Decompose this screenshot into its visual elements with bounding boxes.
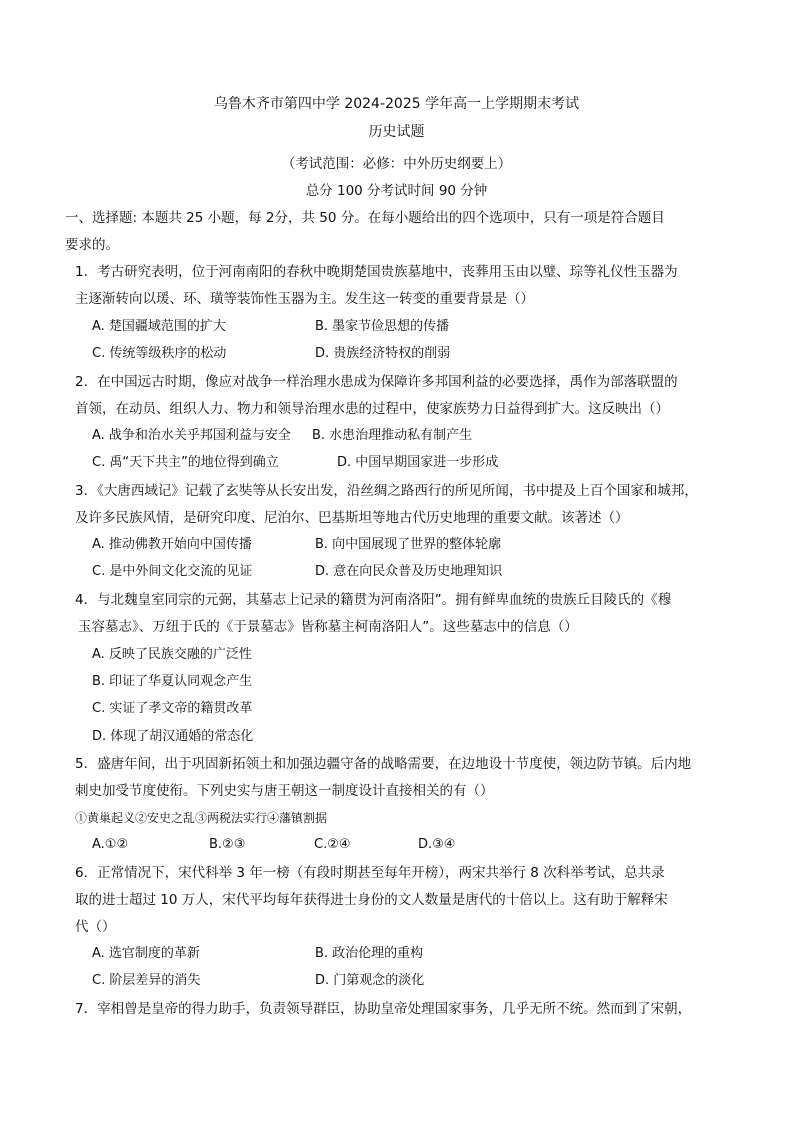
question-7-line1: 7．宰相曾是皇帝的得力助手，负责领导群臣，协助皇帝处理国家事务，几乎无所不统。然而到了宋朝， bbox=[75, 1001, 692, 1017]
question-6-option-b[interactable]: B. 政治伦理的重构 bbox=[315, 946, 424, 961]
question-6-option-c[interactable]: C. 阶层差异的消失 bbox=[92, 973, 201, 988]
section-instruction-line2: 要求的。 bbox=[65, 237, 119, 253]
question-4-option-d[interactable]: D. 体现了胡汉通婚的常态化 bbox=[92, 729, 254, 744]
question-2-option-d[interactable]: D. 中国早期国家进一步形成 bbox=[337, 455, 499, 470]
question-4-option-c[interactable]: C. 实证了孝文帝的籍贯改革 bbox=[92, 701, 253, 716]
question-2-line2: 首领，在动员、组织人力、物力和领导治理水患的过程中，使家族势力日益得到扩大。这反映出（） bbox=[75, 401, 669, 417]
question-1-option-b[interactable]: B. 墨家节俭思想的传播 bbox=[315, 319, 450, 334]
question-5-option-a[interactable]: A.①② bbox=[92, 837, 129, 852]
subject-title: 历史试题 bbox=[368, 124, 425, 140]
question-2-option-a[interactable]: A. 战争和治水关乎邦国利益与安全 bbox=[92, 428, 291, 443]
question-5-line1: 5．盛唐年间，出于巩固新拓领土和加强边疆守备的战略需要，在边地设十节度使，领边防节镇。后内地 bbox=[75, 756, 692, 772]
question-6-line1: 6．正常情况下，宋代科举 3 年一榜（有段时期甚至每年开榜），两宋共举行 8 次科举考试，总共录 bbox=[75, 865, 665, 881]
question-5-option-d[interactable]: D.③④ bbox=[418, 837, 456, 852]
question-4-option-a[interactable]: A. 反映了民族交融的广泛性 bbox=[92, 647, 252, 662]
question-3-option-d[interactable]: D. 意在向民众普及历史地理知识 bbox=[315, 564, 503, 579]
question-3-line1: 3．《大唐西域记》记载了玄奘等从长安出发，沿丝绸之路西行的所见所闻，书中提及上百个国家和城邦， bbox=[75, 483, 698, 499]
question-1-option-d[interactable]: D. 贵族经济特权的削弱 bbox=[315, 346, 451, 361]
question-5-line2: 刺史加受节度使衔。下列史实与唐王朝这一制度设计直接相关的有（） bbox=[75, 783, 494, 799]
question-2-line1: 2．在中国远古时期，像应对战争一样治理水患成为保障许多邦国利益的必要选择，禹作为部落联盟的 bbox=[75, 374, 678, 390]
question-6-line2: 取的进士超过 10 万人，宋代平均每年获得进士身份的文人数量是唐代的十倍以上。这有助于解释宋 bbox=[75, 892, 668, 908]
score-and-time: 总分 100 分考试时间 90 分钟 bbox=[305, 183, 488, 199]
question-2-option-c[interactable]: C. 禹“天下共主”的地位得到确立 bbox=[92, 455, 279, 470]
exam-title: 乌鲁木齐市第四中学 2024-2025 学年高一上学期期末考试 bbox=[213, 96, 580, 112]
question-3-option-a[interactable]: A. 推动佛教开始向中国传播 bbox=[92, 537, 252, 552]
question-5-items: ①黄巢起义②安史之乱③两税法实行④藩镇割据 bbox=[75, 811, 328, 825]
exam-scope: （考试范围：必修：中外历史纲要上） bbox=[281, 156, 512, 172]
question-6-line3: 代（） bbox=[75, 919, 116, 935]
question-4-line2: 玉容墓志》、万纽于氏的《于景墓志》皆称墓主柯南洛阳人”。这些墓志中的信息（） bbox=[78, 619, 578, 635]
question-5-option-c[interactable]: C.②④ bbox=[314, 837, 351, 852]
question-1-line2: 主逐渐转向以瑗、环、璜等装饰性玉器为主。发生这一转变的重要背景是（） bbox=[75, 291, 534, 307]
question-1-option-a[interactable]: A. 楚国疆域范围的扩大 bbox=[92, 319, 226, 334]
question-6-option-a[interactable]: A. 选官制度的革新 bbox=[92, 946, 200, 961]
question-1-option-c[interactable]: C. 传统等级秩序的松动 bbox=[92, 346, 227, 361]
question-2-option-b[interactable]: B. 水患治理推动私有制产生 bbox=[312, 428, 473, 443]
section-instruction-line1: 一、选择题: 本题共 25 小题，每 2分，共 50 分。在每小题给出的四个选项中，只有一项是符合题目 bbox=[65, 210, 665, 226]
question-4-line1: 4．与北魏皇室同宗的元弼，其墓志上记录的籍贯为河南洛阳”。拥有鲜卑血统的贵族丘目陵氏的《穆 bbox=[75, 592, 672, 608]
question-3-option-c[interactable]: C. 是中外间文化交流的见证 bbox=[92, 564, 253, 579]
question-4-option-b[interactable]: B. 印证了华夏认同观念产生 bbox=[92, 674, 253, 689]
question-5-option-b[interactable]: B.②③ bbox=[209, 837, 246, 852]
question-6-option-d[interactable]: D. 门第观念的淡化 bbox=[315, 973, 425, 988]
question-1-line1: 1．考古研究表明，位于河南南阳的春秋中晚期楚国贵族墓地中，丧葬用玉由以璧、琮等礼仪性玉器为 bbox=[75, 264, 678, 280]
question-3-line2: 及许多民族风情，是研究印度、尼泊尔、巴基斯坦等地古代历史地理的重要文献。该著述（） bbox=[75, 510, 629, 526]
question-3-option-b[interactable]: B. 向中国展现了世界的整体轮廓 bbox=[315, 537, 502, 552]
